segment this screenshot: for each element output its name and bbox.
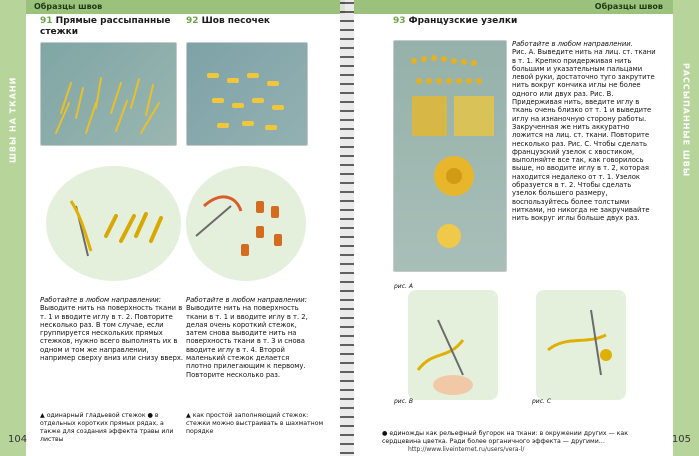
left-page [0, 0, 345, 456]
french-knots-sample [394, 41, 506, 271]
section-93-text [512, 40, 657, 223]
section-91-title [40, 16, 180, 38]
section-92-body: Выводите нить на поверхность ткани в т. 1 и вводите иглу в т. 2, делая очень короткий стежок, затем снова выводите нить на поверхность ткани в т. 3 и снова вводите иглу в т. 4. Второй маленький стежок делается плотно прилегающим к первому. Повторите несколько раз. [186, 304, 308, 379]
section-92-lead: Работайте в любом направлении: [186, 296, 307, 304]
section-91-photo [40, 42, 177, 146]
section-92-number: 92 [186, 16, 199, 26]
right-page-number: 105 [671, 434, 691, 445]
left-header-text: Образцы швов [34, 2, 103, 11]
figure-c-label: рис. C [532, 398, 552, 405]
section-92-title-text: Шов песочек [201, 16, 271, 26]
figure-b-label: рис. B [394, 398, 413, 405]
right-notes: ● единожды как рельефный бугорок на ткани: в окружении других — как сердцевина цветка. Ради более органичного эффекта — другими… [382, 430, 628, 445]
right-page [354, 0, 699, 456]
left-notes-1: ▲ одинарный гладьевой стежок ● в отдельных коротких прямых рядах, а также для создания эффекта травы или листвы [40, 412, 174, 443]
section-92-title [186, 16, 326, 27]
figure-c-illustration [536, 290, 626, 400]
section-91-body: Выводите нить на поверхность ткани в т. 1 и вводите иглу в т. 2. Повторите несколько раз. В том случае, если группируется нескольких прямых стежков, нужно всего выполнять их в одном и том же направлении, например сверху вниз или снизу вверх. [40, 304, 184, 363]
section-91-number: 91 [40, 16, 53, 26]
section-91-stitches [41, 43, 176, 145]
section-92-photo [186, 42, 308, 146]
section-91-title-line1: Прямые рассыпанные [55, 16, 171, 26]
right-side-title: РАССЫПАННЫЕ ШВЫ [681, 62, 691, 178]
left-notes-2: ▲ как простой заполняющий стежок: стежки можно выстраивать в шахматном порядке [186, 412, 324, 435]
hand-needle-diagram-c [536, 290, 626, 400]
section-93-number: 93 [393, 16, 406, 26]
section-91-title-line2: стежки [40, 27, 79, 37]
section-91-illustration [46, 166, 181, 281]
hand-needle-diagram-a [408, 290, 498, 400]
section-92-text [186, 296, 316, 379]
section-92-stitches [187, 43, 307, 145]
left-side-title: ШВЫ НА ТКАНИ [8, 76, 18, 164]
figure-a-label: рис. А [394, 283, 413, 290]
watermark-text: http://www.liveinternet.ru/users/vera-l/ [408, 446, 525, 453]
section-93-lead: Работайте в любом направлении. [512, 40, 633, 48]
section-91-lead: Работайте в любом направлении: [40, 296, 161, 304]
section-91-text [40, 296, 185, 362]
needle-and-stitches-diagram [46, 166, 181, 281]
section-92-illustration [186, 166, 306, 281]
section-93-photo [393, 40, 507, 272]
left-page-number: 104 [8, 434, 28, 445]
section-93-title-text: Французские узелки [408, 16, 518, 26]
sand-stitch-diagram [186, 166, 306, 281]
section-93-body: Рис. A. Выведите нить на лиц. ст. ткани в т. 1. Крепко придерживая нить большим и указательным пальцами левой руки, достаточно туго закрутите нить вокруг кончика иглы не более одного или двух раз. Рис. B. Придерживая нить, введите иглу в ткань очень близко от т. 1 и выведите иглу на изнаночную сторону работы. Закрученная же нить аккуратно ложится на лиц. ст. ткани. Повторите несколько раз. Рис. C. Чтобы сделать французский узелок с хвостиком, выполняйте все так, как говорилось выше, но вводите иглу в т. 2, которая находится недалеко от т. 1. Узелок образуется в т. 2. Чтобы сделать узелок большего размеру, воспользуйтесь более толстыми нитками, но никогда не закручивайте нить вокруг иглы больше двух раз. [512, 48, 656, 223]
figure-a-illustration [408, 290, 498, 400]
section-93-title [393, 16, 553, 27]
right-header-text: Образцы швов [594, 2, 663, 11]
